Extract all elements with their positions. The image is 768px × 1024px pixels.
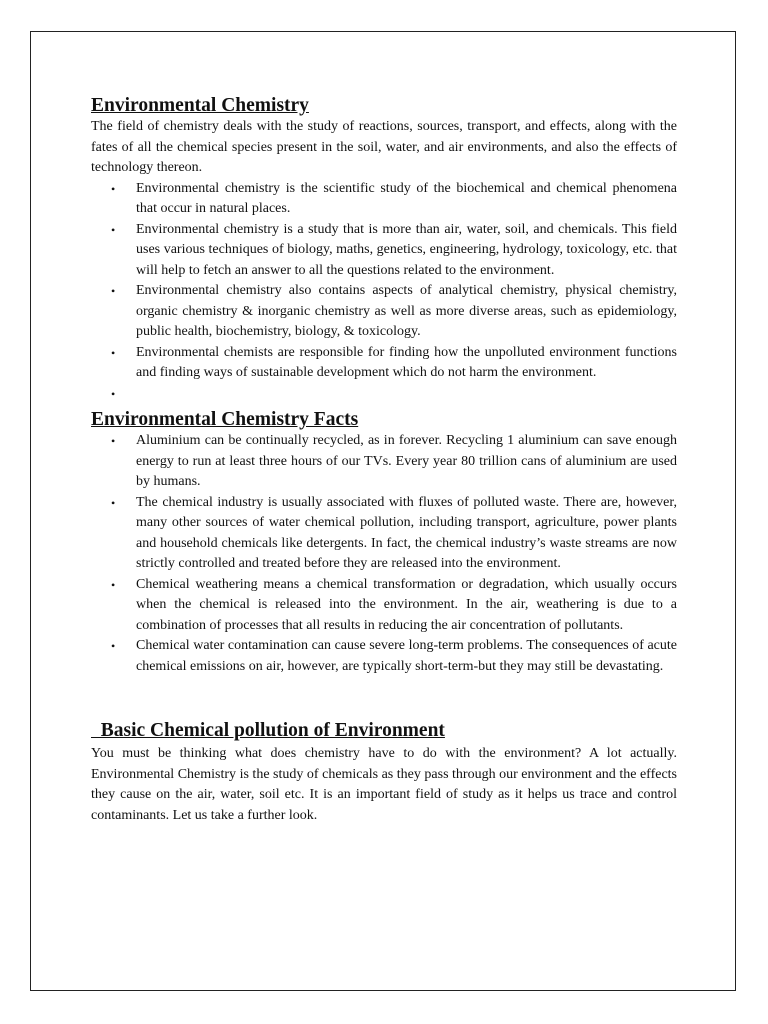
section-heading-environmental-chemistry: Environmental Chemistry: [91, 95, 309, 116]
intro-paragraph: The field of chemistry deals with the study of reactions, sources, transport, and effects, along with the fates of all the chemical species present in the soil, water, and air environments, and also the effects of technology thereon.: [91, 119, 677, 175]
bullet-icon: •: [111, 222, 116, 237]
bullet-icon: •: [111, 345, 116, 360]
section-environmental-chemistry: [91, 94, 677, 404]
facts-list: [91, 431, 677, 677]
list-item: [91, 431, 677, 493]
list-item-text: Environmental chemists are responsible for finding how the unpolluted environment functions and finding ways of sustainable development which do not harm the environment.: [136, 344, 677, 380]
list-item: [91, 493, 677, 575]
list-item-text: Environmental chemistry also contains aspects of analytical chemistry, physical chemistry, organic chemistry & inorganic chemistry as well as more diverse areas, such as epidemiology, public health, biochemistry, biology, & toxicology.: [136, 283, 677, 339]
bullet-icon: •: [111, 181, 116, 196]
bullet-icon: •: [111, 284, 116, 298]
bullet-icon: •: [111, 434, 116, 448]
bullet-icon: •: [111, 577, 116, 592]
list-item: [91, 220, 677, 282]
empty-list-item: [91, 384, 677, 405]
list-item-text: Environmental chemistry is the scientific study of the biochemical and chemical phenomena that occur in natural places.: [136, 180, 677, 216]
bullet-icon: •: [111, 495, 116, 510]
environmental-chemistry-list: [91, 179, 677, 405]
list-item: [91, 343, 677, 384]
list-item-text: Chemical weathering means a chemical transformation or degradation, which usually occurs when the chemical is released into the environment. In the air, weathering is due to a combination of processes that all results in reducing the air concentration of pollutants.: [136, 576, 677, 633]
bullet-icon: •: [111, 386, 116, 401]
list-item: [91, 281, 677, 343]
list-item: [91, 575, 677, 637]
document-body: [91, 94, 677, 826]
section-environmental-chemistry-facts: [91, 408, 677, 677]
pollution-paragraph: You must be thinking what does chemistry have to do with the environment? A lot actually. Environmental Chemistry is the study of chemicals as they pass through our environment and the effects they cause on the air, water, soil etc. It is an important field of study as it helps us trace and control contaminants. Let us take a further look.: [91, 746, 677, 823]
list-item-text: Chemical water contamination can cause severe long-term problems. The consequences of acute chemical emissions on air, however, are typically short-term-but they may still be devastating.: [136, 638, 677, 674]
list-item-text: The chemical industry is usually associated with fluxes of polluted waste. There are, however, many other sources of water chemical pollution, including transport, agriculture, power plants and household chemicals like detergents. In fact, the chemical industry’s waste streams are now strictly controlled and treated before they are released into the environment.: [136, 494, 677, 571]
list-item-text: Aluminium can be continually recycled, as in forever. Recycling 1 aluminium can save enough energy to run at least three hours of our TVs. Every year 80 trillion cans of aluminium are used by humans.: [136, 433, 677, 489]
list-item: [91, 636, 677, 677]
section-heading-environmental-chemistry-facts: Environmental Chemistry Facts: [91, 409, 359, 430]
bullet-icon: •: [111, 639, 116, 653]
section-basic-chemical-pollution: [91, 719, 677, 826]
list-item-text: Environmental chemistry is a study that is more than air, water, soil, and chemicals. This field uses various techniques of biology, maths, genetics, engineering, hydrology, toxicology, etc. that will help to fetch an answer to all the questions related to the environment.: [136, 221, 677, 278]
section-heading-basic-chemical-pollution: Basic Chemical pollution of Environment: [91, 720, 445, 741]
list-item: [91, 179, 677, 220]
